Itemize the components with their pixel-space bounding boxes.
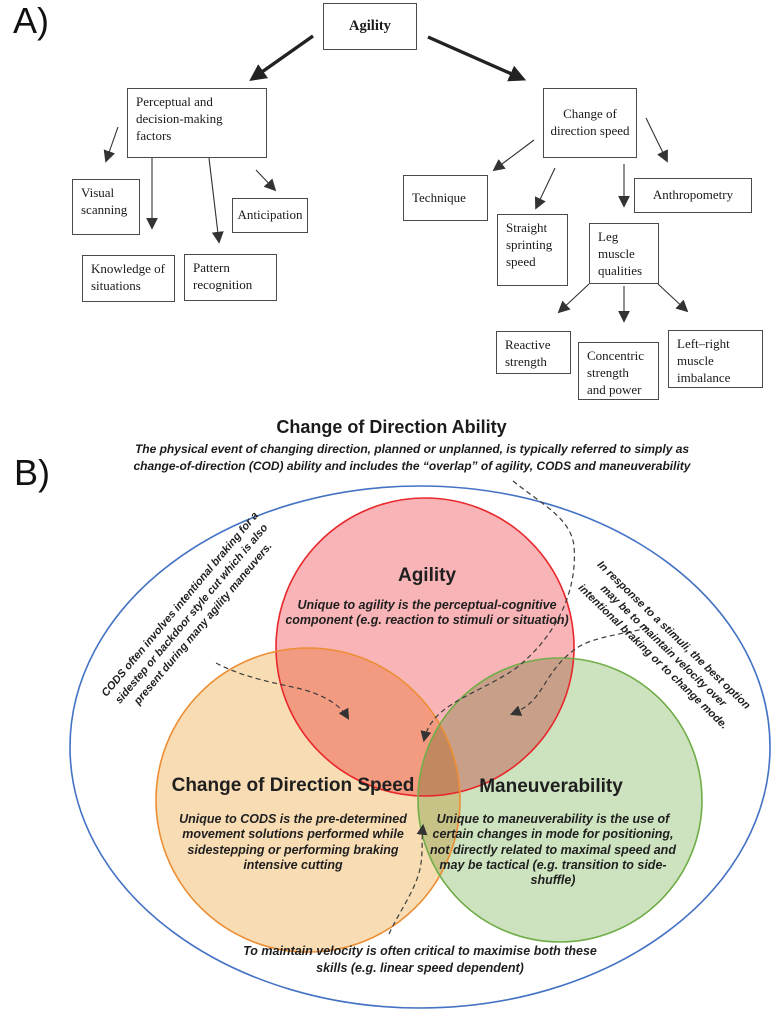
node-leg-muscle-qualities: Leg muscle qualities [589,223,659,284]
node-visual-scanning: Visual scanning [72,179,140,235]
note-left-rotated: CODS often involves intentional braking for a sidestep or backdoor style cut which is also present during many agility maneuvers. [99,509,275,708]
node-agility: Agility [323,3,417,50]
cods-circle-body: Unique to CODS is the pre-determined movement solutions performed while sidestepping or performing braking intensive cutting [179,812,407,872]
venn-title: Change of Direction Ability [276,417,507,437]
node-anticipation: Anticipation [232,198,308,233]
note-right-rotated: In response to a stimuli, the best option may be to maintain velocity over intentional braking or to change mode. [575,558,753,732]
node-perceptual-factors: Perceptual and decision-making factors [127,88,267,158]
node-pattern-recognition: Pattern recognition [184,254,277,301]
node-straight-sprinting-speed: Straight sprinting speed [497,214,568,286]
maneuverability-circle-body: Unique to maneuverability is the use of certain changes in mode for positioning, not directly related to maximal speed and may be tactical (e.g. transition to side-shuffle) [430,812,676,887]
venn-subtitle: The physical event of changing direction, planned or unplanned, is typically referred to simply as change-of-direction (COD) ability and includes the “overlap” of agility, CODS and maneuverability [133,442,691,474]
node-technique: Technique [403,175,488,221]
node-left-right-imbalance: Left–right muscle imbalance [668,330,763,388]
panel-b-label: B) [14,452,50,493]
agility-circle-body: Unique to agility is the perceptual-cognitive component (e.g. reaction to stimuli or situation) [285,598,569,628]
panel-a-label: A) [13,0,49,41]
note-bottom: To maintain velocity is often critical to maximise both these skills (e.g. linear speed dependent) [243,944,597,975]
node-concentric-strength-power: Concentric strength and power [578,342,659,400]
node-reactive-strength: Reactive strength [496,331,571,374]
node-knowledge-of-situations: Knowledge of situations [82,255,175,302]
maneuverability-circle-title: Maneuverability [479,776,623,797]
cods-circle [156,648,460,952]
node-anthropometry: Anthropometry [634,178,752,213]
cods-circle-title: Change of Direction Speed [171,775,415,796]
agility-circle-title: Agility [397,565,457,586]
node-cod-speed: Change of direction speed [543,88,637,158]
